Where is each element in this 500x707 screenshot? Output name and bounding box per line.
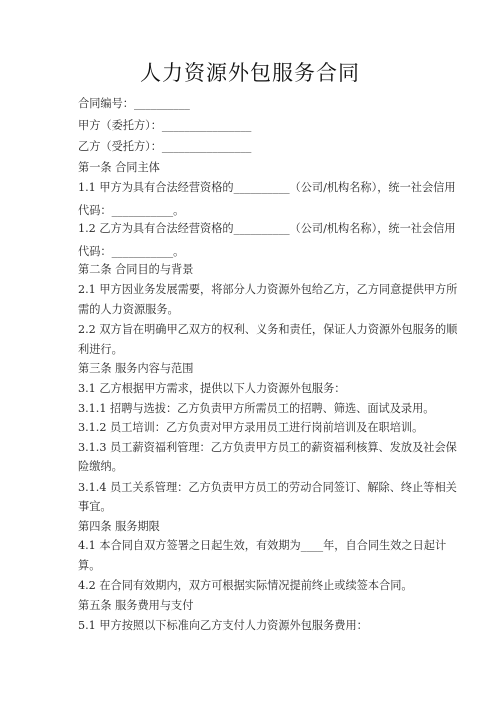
document-title: 人力资源外包服务合同 (140, 61, 360, 85)
contract-line: 合同编号：__________ (78, 97, 190, 110)
contract-line: 3.1.1 招聘与选拔：乙方负责甲方所需员工的招聘、筛选、面试及录用。 (78, 402, 435, 415)
contract-line: 利进行。 (78, 343, 123, 356)
contract-line: 3.1.3 员工薪资福利管理：乙方负责甲方员工的薪资福利核算、发放及社会保 (78, 441, 457, 454)
contract-line: 1.1 甲方为具有合法经营资格的__________（公司/机构名称），统一社会信用 (78, 181, 456, 194)
contract-line: 代码：___________。 (78, 245, 185, 258)
contract-line: 第五条 服务费用与支付 (78, 599, 194, 612)
contract-line: 事宜。 (78, 500, 112, 513)
contract-line: 4.2 在合同有效期内，双方可根据实际情况提前终止或续签本合同。 (78, 579, 413, 592)
contract-line: 需的人力资源服务。 (78, 303, 179, 316)
contract-line: 2.2 双方旨在明确甲乙双方的权利、义务和责任，保证人力资源外包服务的顺 (78, 323, 458, 336)
contract-line: 第三条 服务内容与范围 (78, 362, 194, 375)
contract-line: 第四条 服务期限 (78, 520, 160, 533)
contract-line: 2.1 甲方因业务发展需要，将部分人力资源外包给乙方，乙方同意提供甲方所 (78, 283, 458, 296)
contract-line: 甲方（委托方）：________________ (78, 119, 252, 132)
contract-line: 第二条 合同目的与背景 (78, 263, 194, 276)
contract-line: 3.1 乙方根据甲方需求，提供以下人力资源外包服务： (78, 382, 346, 395)
contract-line: 乙方（受托方）：________________ (78, 140, 252, 153)
contract-line: 险缴纳。 (78, 460, 123, 473)
contract-line: 4.1 本合同自双方签署之日起生效，有效期为____年，自合同生效之日起计 (78, 539, 447, 552)
contract-line: 算。 (78, 559, 101, 572)
contract-line: 代码：___________。 (78, 204, 185, 217)
contract-line: 3.1.4 员工关系管理：乙方负责甲方员工的劳动合同签订、解除、终止等相关 (78, 481, 457, 494)
contract-line: 1.2 乙方为具有合法经营资格的__________（公司/机构名称），统一社会信用 (78, 222, 456, 235)
contract-line: 第一条 合同主体 (78, 161, 160, 174)
contract-line: 5.1 甲方按照以下标准向乙方支付人力资源外包服务费用： (78, 619, 368, 632)
contract-line: 3.1.2 员工培训：乙方负责对甲方录用员工进行岗前培训及在职培训。 (78, 421, 424, 434)
